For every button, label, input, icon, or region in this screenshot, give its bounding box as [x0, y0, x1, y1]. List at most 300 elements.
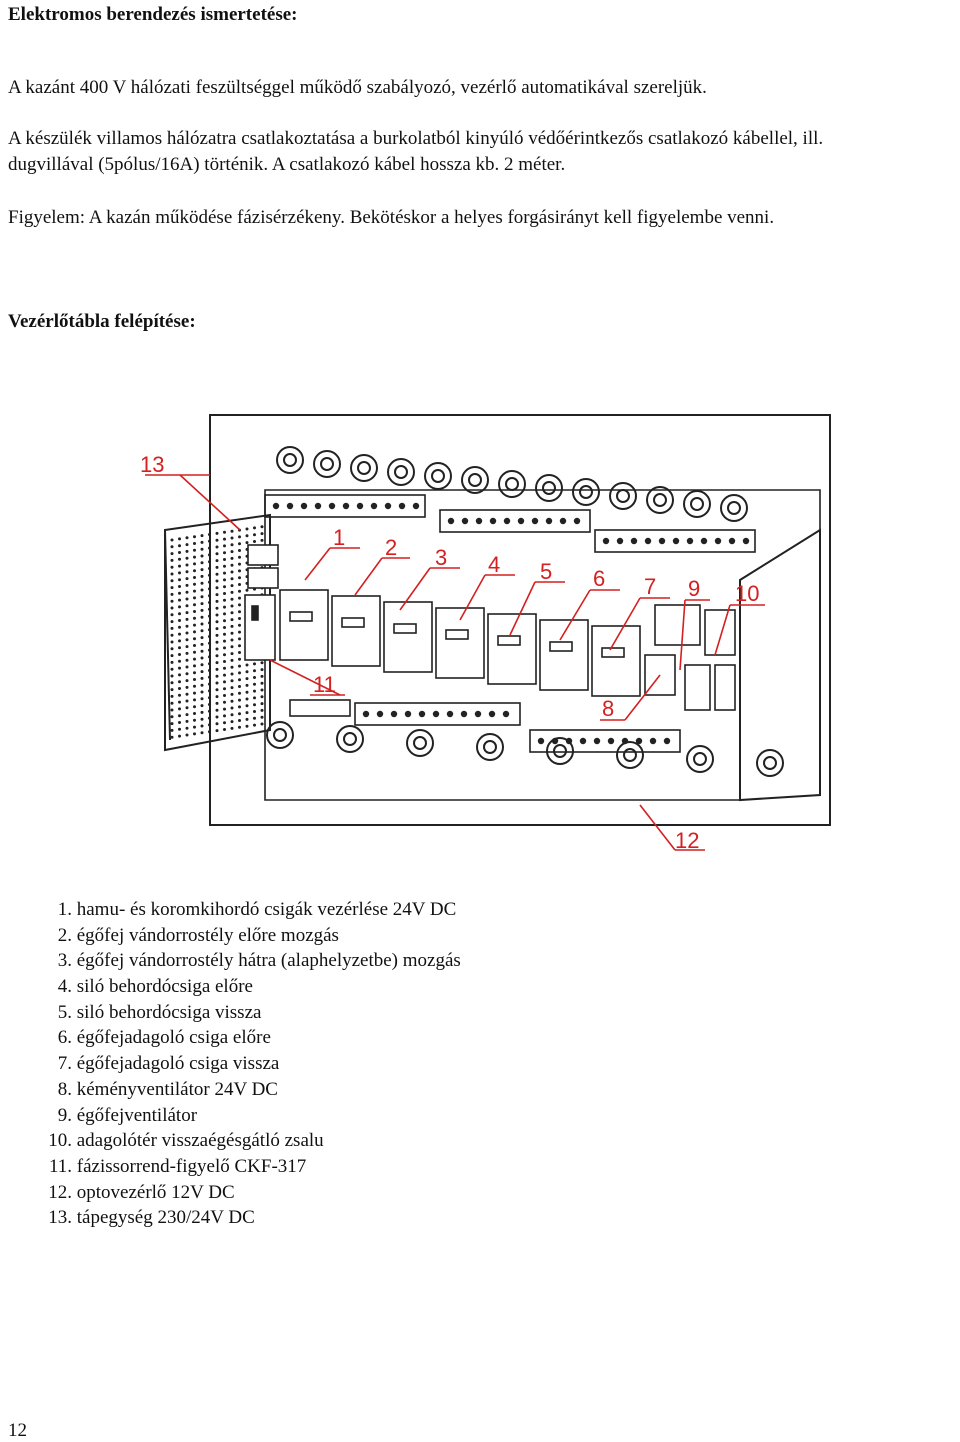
vent-hole — [208, 689, 211, 692]
vent-hole — [231, 550, 234, 553]
list-item-number: 12. — [48, 1181, 72, 1203]
label-11: 11 — [313, 672, 336, 697]
vent-hole — [246, 691, 249, 694]
vent-hole — [261, 661, 264, 664]
vent-hole — [208, 574, 211, 577]
vent-hole — [193, 617, 196, 620]
cable-gland-inner — [764, 757, 776, 769]
terminal-screw — [631, 538, 637, 544]
vent-hole — [201, 629, 204, 632]
vent-hole — [201, 534, 204, 537]
cable-gland-inner — [432, 470, 444, 482]
cable-gland-inner — [484, 741, 496, 753]
vent-hole — [223, 592, 226, 595]
vent-hole — [201, 731, 204, 734]
vent-hole — [231, 564, 234, 567]
page-number: 12 — [8, 1420, 27, 1441]
vent-hole — [171, 695, 174, 698]
vent-hole — [178, 537, 181, 540]
terminal-screw — [399, 503, 405, 509]
vent-hole — [231, 632, 234, 635]
vent-hole — [186, 686, 189, 689]
vent-hole — [171, 586, 174, 589]
list-item-text: optovezérlő 12V DC — [76, 1181, 235, 1203]
vent-hole — [231, 713, 234, 716]
list-item-text: siló behordócsiga vissza — [76, 1001, 262, 1023]
vent-hole — [193, 590, 196, 593]
list-item-text: siló behordócsiga előre — [76, 976, 253, 998]
vent-hole — [186, 632, 189, 635]
list-item-number: 8. — [57, 1078, 72, 1100]
vent-hole — [231, 727, 234, 730]
vent-hole — [223, 606, 226, 609]
cable-gland-inner — [617, 490, 629, 502]
vent-hole — [223, 653, 226, 656]
vent-hole — [201, 725, 204, 728]
vent-hole — [178, 714, 181, 717]
terminal-screw — [701, 538, 707, 544]
vent-hole — [186, 536, 189, 539]
vent-hole — [208, 683, 211, 686]
vent-hole — [208, 533, 211, 536]
terminal-screw — [538, 738, 544, 744]
vent-hole — [208, 710, 211, 713]
vent-hole — [231, 605, 234, 608]
vent-hole — [216, 654, 219, 657]
cable-gland-inner — [344, 733, 356, 745]
vent-hole — [193, 535, 196, 538]
vent-hole — [201, 663, 204, 666]
vent-hole — [231, 571, 234, 574]
vent-hole — [223, 714, 226, 717]
vent-hole — [208, 703, 211, 706]
list-item — [37, 948, 461, 974]
terminal-screw — [413, 503, 419, 509]
vent-hole — [216, 682, 219, 685]
vent-hole — [208, 615, 211, 618]
vent-hole — [261, 689, 264, 692]
vent-hole — [216, 539, 219, 542]
terminal-screw — [532, 518, 538, 524]
vent-hole — [216, 729, 219, 732]
vent-hole — [238, 603, 241, 606]
vent-hole — [178, 605, 181, 608]
vent-hole — [231, 584, 234, 587]
list-item-text: tápegység 230/24V DC — [76, 1207, 255, 1229]
terminal-screw — [461, 711, 467, 717]
vent-hole — [223, 538, 226, 541]
vent-hole — [238, 705, 241, 708]
list-item — [37, 1180, 461, 1206]
list-item-number: 6. — [57, 1027, 72, 1049]
vent-hole — [201, 616, 204, 619]
terminal-screw — [490, 518, 496, 524]
vent-hole — [201, 589, 204, 592]
vent-hole — [216, 675, 219, 678]
vent-hole — [216, 552, 219, 555]
terminal-screw — [560, 518, 566, 524]
relay — [592, 626, 640, 696]
vent-hole — [216, 627, 219, 630]
vent-hole — [238, 542, 241, 545]
cable-gland-inner — [624, 749, 636, 761]
vent-hole — [246, 698, 249, 701]
vent-hole — [253, 690, 256, 693]
vent-hole — [231, 611, 234, 614]
vent-hole — [201, 704, 204, 707]
vent-hole — [208, 642, 211, 645]
label-2: 2 — [385, 535, 398, 560]
relay — [332, 596, 380, 666]
vent-hole — [171, 613, 174, 616]
cable-gland — [267, 722, 293, 748]
vent-hole — [171, 627, 174, 630]
terminal-screw — [447, 711, 453, 717]
paragraph-warning: Figyelem: A kazán működése fázisérzékeny. Bekötéskor a helyes forgásirányt kell figyelembe venni. — [8, 207, 775, 228]
vent-hole — [223, 680, 226, 683]
vent-hole — [261, 716, 264, 719]
vent-hole — [231, 591, 234, 594]
vent-hole — [193, 542, 196, 545]
vent-hole — [193, 726, 196, 729]
vent-hole — [178, 728, 181, 731]
cable-gland — [477, 734, 503, 760]
terminal-screw — [371, 503, 377, 509]
vent-hole — [223, 585, 226, 588]
vent-hole — [201, 677, 204, 680]
terminal-screw — [608, 738, 614, 744]
vent-hole — [178, 612, 181, 615]
terminal-screw — [659, 538, 665, 544]
cable-gland-inner — [358, 462, 370, 474]
vent-hole — [253, 669, 256, 672]
vent-hole — [193, 658, 196, 661]
vent-hole — [178, 544, 181, 547]
terminal-screw — [391, 711, 397, 717]
vent-hole — [193, 562, 196, 565]
terminal-screw — [552, 738, 558, 744]
vent-hole — [231, 577, 234, 580]
paragraph-connection-line1: A készülék villamos hálózatra csatlakoztatása a burkolatból kinyúló védőérintkezős csatlakozó kábellel, ill. — [8, 128, 824, 149]
vent-hole — [193, 664, 196, 667]
vent-hole — [186, 570, 189, 573]
vent-hole — [238, 576, 241, 579]
vent-hole — [216, 532, 219, 535]
vent-hole — [171, 566, 174, 569]
terminal-screw — [603, 538, 609, 544]
vent-hole — [223, 619, 226, 622]
vent-hole — [246, 677, 249, 680]
cable-gland-inner — [274, 729, 286, 741]
vent-hole — [178, 571, 181, 574]
vent-hole — [216, 607, 219, 610]
vent-hole — [261, 702, 264, 705]
vent-hole — [178, 558, 181, 561]
relay-label — [498, 636, 520, 645]
vent-hole — [171, 620, 174, 623]
vent-hole — [261, 539, 264, 542]
vent-hole — [171, 647, 174, 650]
vent-hole — [253, 662, 256, 665]
vent-hole — [193, 576, 196, 579]
vent-hole — [193, 630, 196, 633]
module-10 — [705, 610, 735, 655]
vent-hole — [238, 637, 241, 640]
vent-hole — [231, 537, 234, 540]
cable-gland-inner — [395, 466, 407, 478]
vent-hole — [201, 623, 204, 626]
vent-hole — [223, 551, 226, 554]
vent-hole — [186, 550, 189, 553]
vent-hole — [178, 735, 181, 738]
terminal-screw — [273, 503, 279, 509]
vent-hole — [186, 598, 189, 601]
cable-gland — [407, 730, 433, 756]
relay-label — [290, 612, 312, 621]
vent-hole — [216, 716, 219, 719]
vent-hole — [186, 706, 189, 709]
vent-hole — [231, 598, 234, 601]
vent-hole — [193, 644, 196, 647]
vent-hole — [246, 704, 249, 707]
vent-hole — [193, 712, 196, 715]
vent-hole — [208, 723, 211, 726]
vent-hole — [171, 539, 174, 542]
vent-hole — [246, 541, 249, 544]
vent-hole — [186, 611, 189, 614]
vent-hole — [193, 719, 196, 722]
vent-hole — [171, 736, 174, 739]
vent-hole — [201, 657, 204, 660]
cable-gland-inner — [321, 458, 333, 470]
vent-hole — [231, 666, 234, 669]
vent-hole — [178, 551, 181, 554]
vent-hole — [193, 603, 196, 606]
terminal-strip — [290, 700, 350, 716]
terminal-screw — [645, 538, 651, 544]
vent-hole — [238, 556, 241, 559]
vent-hole — [186, 543, 189, 546]
vent-hole — [261, 668, 264, 671]
cable-gland — [617, 742, 643, 768]
cable-gland-inner — [554, 745, 566, 757]
label-10: 10 — [735, 581, 760, 606]
vent-hole — [201, 650, 204, 653]
vent-hole — [238, 569, 241, 572]
cable-gland-inner — [694, 753, 706, 765]
vent-hole — [246, 589, 249, 592]
vent-hole — [253, 533, 256, 536]
vent-hole — [231, 530, 234, 533]
vent-hole — [238, 644, 241, 647]
vent-hole — [208, 581, 211, 584]
vent-hole — [171, 552, 174, 555]
cable-gland — [388, 459, 414, 485]
list-item-number: 10. — [48, 1130, 72, 1152]
list-item-number: 13. — [48, 1207, 72, 1229]
vent-hole — [208, 547, 211, 550]
list-item-text: kéményventilátor 24V DC — [76, 1078, 278, 1100]
vent-hole — [208, 608, 211, 611]
terminal-screw — [475, 711, 481, 717]
vent-hole — [178, 599, 181, 602]
terminal-screw — [433, 711, 439, 717]
vent-hole — [193, 624, 196, 627]
relay — [384, 602, 432, 672]
cable-gland-inner — [284, 454, 296, 466]
terminal-screw — [743, 538, 749, 544]
vent-hole — [193, 692, 196, 695]
vent-hole — [186, 666, 189, 669]
list-item-number: 5. — [57, 1001, 72, 1023]
vent-hole — [246, 718, 249, 721]
relay-label — [550, 642, 572, 651]
vent-hole — [223, 728, 226, 731]
vent-hole — [193, 732, 196, 735]
vent-hole — [238, 665, 241, 668]
vent-hole — [238, 597, 241, 600]
vent-hole — [201, 555, 204, 558]
vent-hole — [216, 695, 219, 698]
relay-label — [394, 624, 416, 633]
cable-gland — [351, 455, 377, 481]
vent-hole — [193, 596, 196, 599]
terminal-screw — [636, 738, 642, 744]
vent-hole — [216, 614, 219, 617]
label-12: 12 — [675, 828, 700, 853]
vent-hole — [178, 694, 181, 697]
cable-gland-inner — [543, 482, 555, 494]
terminal-screw — [715, 538, 721, 544]
vent-hole — [231, 693, 234, 696]
terminal-screw — [405, 711, 411, 717]
label-1: 1 — [333, 525, 346, 550]
vent-hole — [186, 584, 189, 587]
vent-hole — [186, 557, 189, 560]
vent-hole — [238, 590, 241, 593]
vent-hole — [223, 721, 226, 724]
vent-hole — [201, 711, 204, 714]
cable-gland — [277, 447, 303, 473]
vent-hole — [208, 560, 211, 563]
vent-hole — [208, 621, 211, 624]
list-item — [37, 1051, 461, 1077]
terminal-screw — [503, 711, 509, 717]
vent-hole — [238, 610, 241, 613]
vent-hole — [223, 687, 226, 690]
vent-hole — [178, 592, 181, 595]
list-item — [37, 1103, 461, 1129]
terminal-screw — [546, 518, 552, 524]
vent-hole — [216, 546, 219, 549]
vent-hole — [231, 557, 234, 560]
vent-hole — [253, 703, 256, 706]
vent-hole — [231, 720, 234, 723]
vent-hole — [208, 553, 211, 556]
cable-gland-inner — [414, 737, 426, 749]
terminal-screw — [650, 738, 656, 744]
vent-hole — [246, 670, 249, 673]
vent-hole — [253, 540, 256, 543]
vent-hole — [193, 678, 196, 681]
cable-gland — [647, 487, 673, 513]
vent-hole — [238, 583, 241, 586]
vent-hole — [178, 687, 181, 690]
vent-hole — [178, 721, 181, 724]
vent-hole — [216, 668, 219, 671]
vent-hole — [208, 730, 211, 733]
vent-hole — [223, 531, 226, 534]
vent-hole — [216, 620, 219, 623]
vent-hole — [193, 583, 196, 586]
vent-hole — [223, 674, 226, 677]
terminal-screw — [377, 711, 383, 717]
vent-hole — [208, 676, 211, 679]
vent-hole — [246, 711, 249, 714]
vent-hole — [216, 709, 219, 712]
vent-hole — [171, 681, 174, 684]
vent-hole — [171, 668, 174, 671]
terminal-screw — [363, 711, 369, 717]
vent-hole — [223, 646, 226, 649]
vent-hole — [178, 673, 181, 676]
cable-gland-inner — [506, 478, 518, 490]
vent-hole — [186, 734, 189, 737]
vent-hole — [223, 660, 226, 663]
vent-hole — [201, 643, 204, 646]
list-item-number: 9. — [57, 1104, 72, 1126]
cable-gland — [687, 746, 713, 772]
vent-hole — [186, 713, 189, 716]
vent-hole — [253, 676, 256, 679]
list-item — [37, 897, 461, 923]
vent-hole — [171, 715, 174, 718]
vent-hole — [223, 544, 226, 547]
list-item — [37, 1128, 461, 1154]
vent-hole — [186, 700, 189, 703]
vent-hole — [201, 602, 204, 605]
vent-hole — [171, 634, 174, 637]
vent-hole — [253, 724, 256, 727]
vent-hole — [193, 651, 196, 654]
vent-hole — [186, 720, 189, 723]
vent-hole — [246, 684, 249, 687]
vent-hole — [186, 577, 189, 580]
list-item — [37, 1154, 461, 1180]
vent-hole — [208, 669, 211, 672]
vent-hole — [231, 645, 234, 648]
list-item — [37, 1000, 461, 1026]
vent-hole — [171, 709, 174, 712]
list-item-text: égőfejadagoló csiga vissza — [76, 1053, 280, 1075]
cable-gland-inner — [580, 486, 592, 498]
vent-hole — [171, 593, 174, 596]
vent-hole — [178, 680, 181, 683]
vent-hole — [178, 578, 181, 581]
vent-hole — [193, 610, 196, 613]
vent-hole — [231, 625, 234, 628]
vent-hole — [178, 660, 181, 663]
vent-hole — [223, 633, 226, 636]
label-9: 9 — [688, 576, 701, 601]
cable-gland — [337, 726, 363, 752]
vent-hole — [216, 580, 219, 583]
vent-hole — [246, 534, 249, 537]
vent-hole — [171, 688, 174, 691]
vent-hole — [238, 658, 241, 661]
vent-hole — [178, 619, 181, 622]
vent-hole — [178, 646, 181, 649]
